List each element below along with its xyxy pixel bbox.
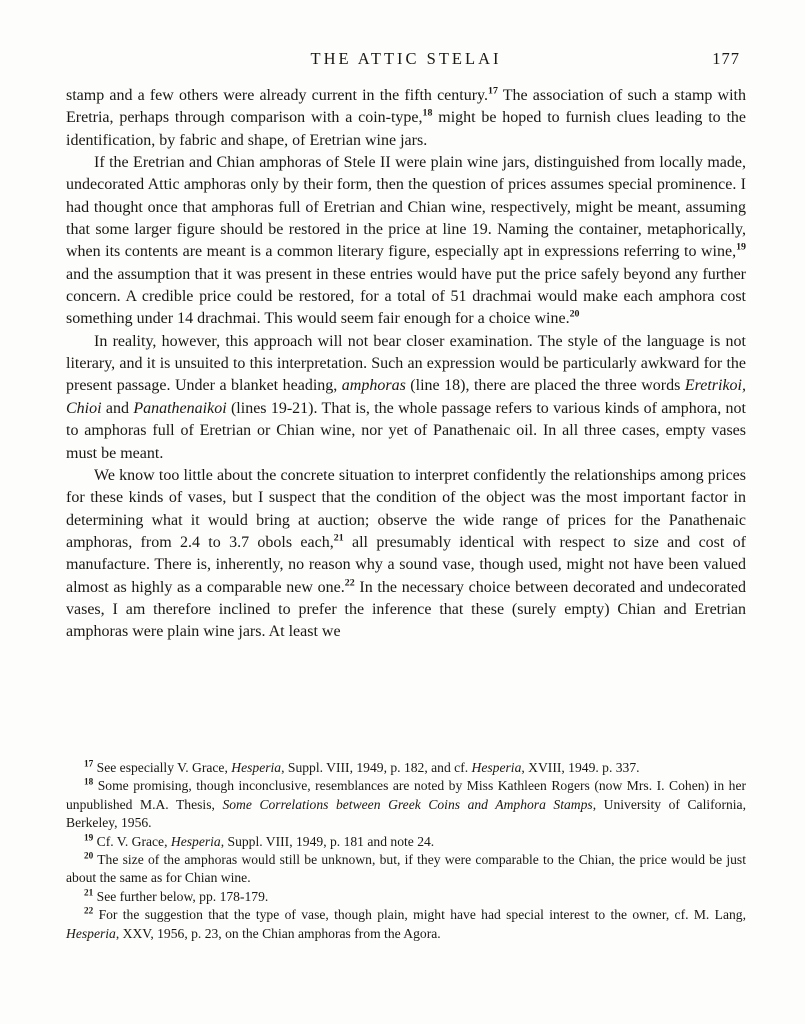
footnote (66, 851, 746, 888)
text-run: stamp and a few others were already current in the fifth century. (66, 87, 488, 104)
text-run: Hesperia (471, 760, 522, 775)
text-run: The size of the amphoras would still be unknown, but, if they were comparable to the Chian, the price would be just about the same as for Chian wine. (66, 852, 746, 886)
text-run: , Suppl. VIII, 1949, p. 182, and cf. (281, 760, 472, 775)
footnote (66, 777, 746, 832)
text-run: Hesperia (66, 925, 116, 941)
text-run: Some Correlations between Greek Coins and Amphora Stamps (222, 796, 593, 812)
footnote-ref: 17 (84, 758, 94, 769)
text-run: In reality, however, this approach will not bear closer examination. The style of the language is not literary, and it is unsuited to this interpretation. Such an expression would be particularly awkward for the present passage. Under a blanket heading, (66, 332, 746, 395)
footnote (66, 888, 746, 906)
page-number: 177 (712, 49, 740, 68)
text-run: See especially V. Grace, (93, 760, 232, 775)
footnote (66, 759, 746, 777)
text-run: all presumably identical with respect to size and cost of manufacture. There is, inherently, no reason why a sound vase, though used, might not have been valued almost as highly as a comparable new one. (66, 533, 747, 596)
text-run: For the suggestion that the type of vase, though plain, might have had special interest to the owner, cf. M. Lang, (93, 907, 746, 923)
footnote-ref: 17 (488, 85, 498, 97)
text-run: (line 18), there are placed the three words (405, 377, 685, 395)
paragraph (66, 331, 746, 465)
footnote-ref: 19 (736, 242, 746, 254)
text-run: Hesperia (231, 760, 282, 775)
text-run: Eretrikoi, Chioi (66, 377, 746, 417)
text-run: might be hoped to furnish clues leading to the identification, by fabric and shape, of Eretrian wine jars. (66, 109, 746, 149)
footnote (66, 906, 746, 943)
text-run: , University of California, Berkeley, 1956. (66, 796, 746, 831)
text-run: , Suppl. VIII, 1949, p. 181 and note 24. (220, 833, 435, 849)
footnote-ref: 18 (422, 108, 433, 120)
text-run: If the Eretrian and Chian amphoras of Stele II were plain wine jars, distinguished from locally made, undecorated Attic amphoras only by their form, then the question of prices assumes special prominence. I had thought once that amphoras full of Eretrian and Chian wine, respectively, might be meant, assuming that some larger figure should be restored in the price at line 19. Naming the container, metaphorically, when its contents are meant is a common literary figure, especially apt in expressions referring to wine, (66, 154, 746, 261)
text-run: and (101, 399, 134, 417)
paragraph (66, 85, 746, 152)
footnote-ref: 21 (333, 532, 344, 544)
footnote (66, 833, 746, 851)
text-run: We know too little about the concrete situation to interpret confidently the relationships among prices for these kinds of vases, but I suspect that the condition of the object was the most important factor in determining what it would bring at auction; observe the wide range of prices for the Panathenaic amphoras, from 2.4 to 3.7 obols each, (66, 466, 746, 551)
footnotes (66, 759, 746, 943)
text-run: Hesperia (170, 833, 221, 849)
text-run: Cf. V. Grace, (93, 833, 171, 849)
paragraph (66, 465, 746, 644)
footnote-ref: 21 (84, 887, 94, 898)
footnote-ref: 19 (84, 832, 94, 843)
paragraph (66, 152, 746, 331)
body-text (66, 85, 746, 644)
text-run: , XVIII, 1949. p. 337. (521, 760, 640, 775)
text-run: Some promising, though inconclusive, resemblances are noted by Miss Kathleen Rogers (now Mrs. I. Cohen) in her unpublished M.A. Thesis, (66, 778, 746, 812)
footnote-ref: 20 (569, 309, 580, 321)
page-header (66, 49, 746, 69)
footnote-ref: 20 (84, 850, 94, 861)
text-run: Panathenaikoi (133, 399, 227, 417)
footnote-ref: 22 (344, 577, 355, 589)
running-title: THE ATTIC STELAI (310, 49, 502, 68)
text-run: , XXV, 1956, p. 23, on the Chian amphoras from the Agora. (115, 925, 441, 941)
text-run: (lines 19-21). That is, the whole passage refers to various kinds of amphora, not to amphoras full of Eretrian or Chian wine, nor yet of Panathenaic oil. In all three cases, empty vases must be meant. (66, 399, 746, 462)
text-run: The association of such a stamp with Eretria, perhaps through comparison with a coin-type, (66, 87, 746, 127)
text-run: See further below, pp. 178-179. (93, 888, 269, 904)
text-run: In the necessary choice between decorated and undecorated vases, I am therefore inclined to prefer the inference that these (surely empty) Chian and Eretrian amphoras were plain wine jars. At least we (66, 578, 747, 641)
text-run: and the assumption that it was present in these entries would have put the price safely beyond any further concern. A credible price could be restored, for a total of 51 drachmai would make each amphora cost something under 14 drachmai. This would seem fair enough for a choice wine. (66, 265, 746, 328)
footnote-ref: 18 (84, 776, 94, 787)
footnote-ref: 22 (84, 905, 94, 916)
text-run: amphoras (341, 377, 406, 395)
